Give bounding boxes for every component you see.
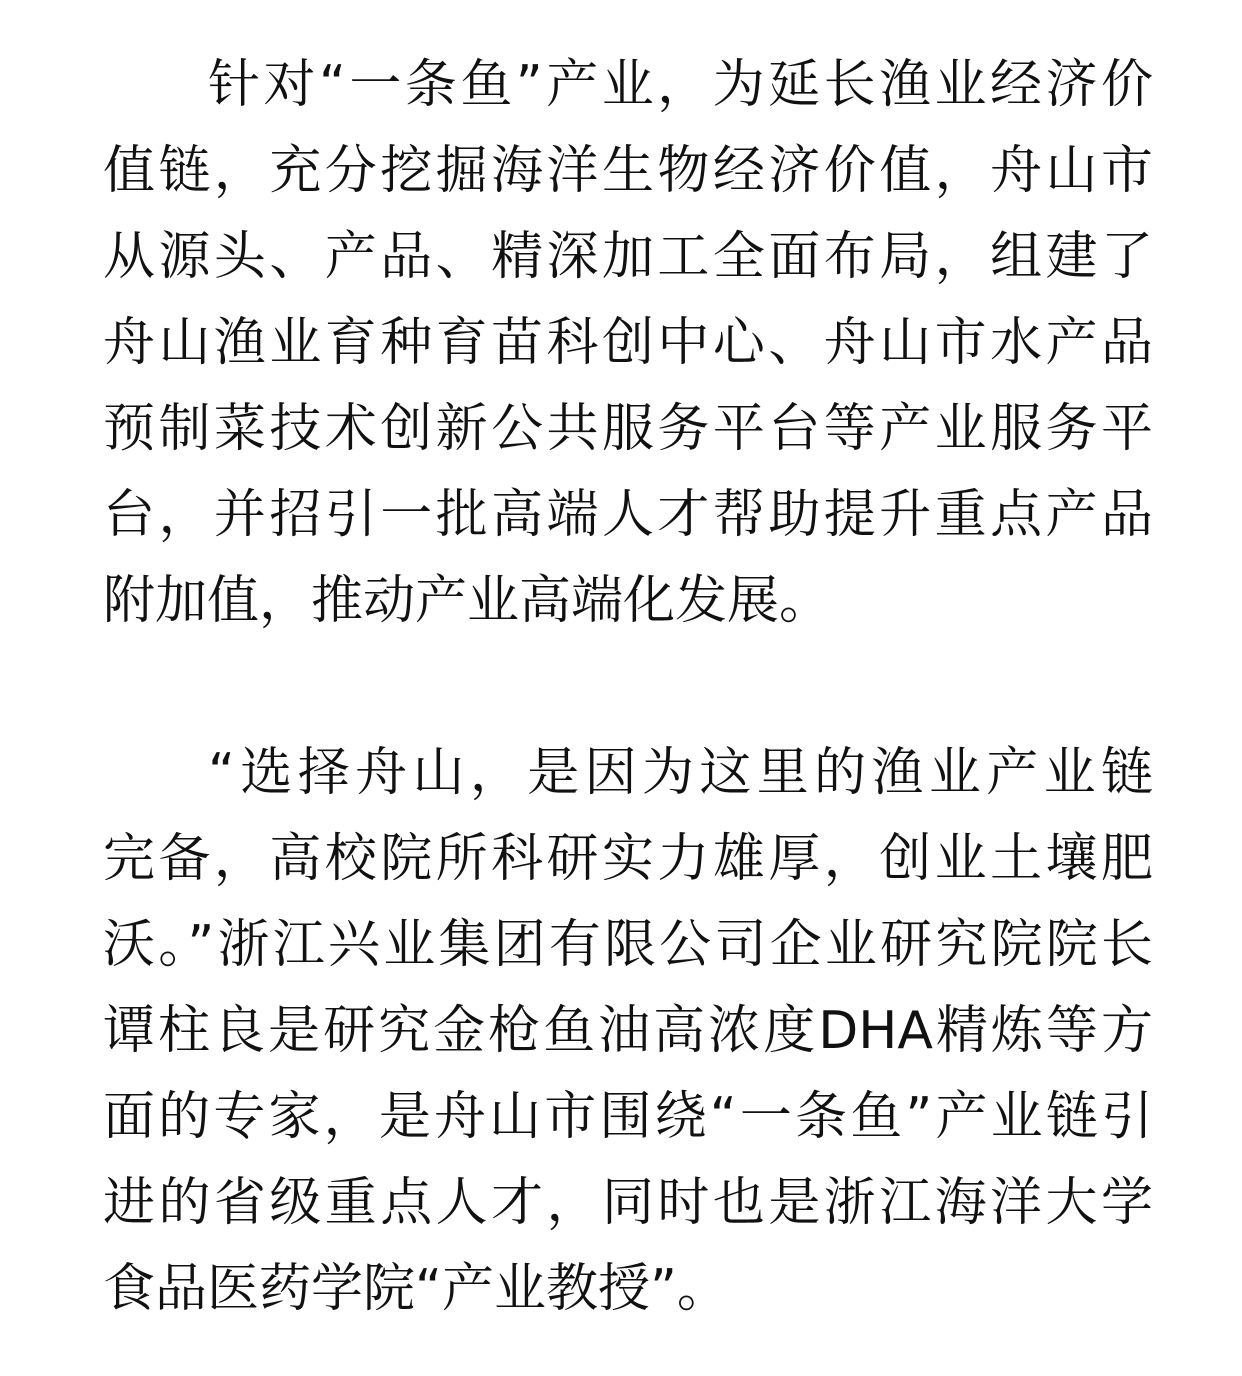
paragraph-line: 从源头、产品、精深加工全面布局，组建了 <box>103 227 1153 287</box>
paragraph-line: 面的专家，是舟山市围绕“一条鱼”产业链引 <box>103 1087 1153 1147</box>
paragraph-line: 完备，高校院所科研实力雄厚，创业土壤肥 <box>103 829 1153 889</box>
paragraph-line: 针对“一条鱼”产业，为延长渔业经济价 <box>208 55 1153 115</box>
paragraph-line: “选择舟山，是因为这里的渔业产业链 <box>208 743 1153 803</box>
paragraph-line: 进的省级重点人才，同时也是浙江海洋大学 <box>103 1173 1153 1233</box>
paragraph-1 <box>103 42 1153 644</box>
paragraph-line: 预制菜技术创新公共服务平台等产业服务平 <box>103 399 1153 459</box>
paragraph-2 <box>103 730 1153 1332</box>
paragraph-spacer <box>103 644 1153 730</box>
paragraph-line: 沃。”浙江兴业集团有限公司企业研究院院长 <box>103 915 1153 975</box>
paragraph-line: 台，并招引一批高端人才帮助提升重点产品 <box>103 485 1153 545</box>
paragraph-line: 值链，充分挖掘海洋生物经济价值，舟山市 <box>103 141 1153 201</box>
paragraph-line: 谭柱良是研究金枪鱼油高浓度DHA精炼等方 <box>103 1001 1153 1061</box>
paragraph-line: 食品医药学院“产业教授”。 <box>103 1259 729 1319</box>
paragraph-line: 附加值，推动产业高端化发展。 <box>103 571 832 631</box>
paragraph-line: 舟山渔业育种育苗科创中心、舟山市水产品 <box>103 313 1153 373</box>
article-body <box>103 42 1153 1332</box>
